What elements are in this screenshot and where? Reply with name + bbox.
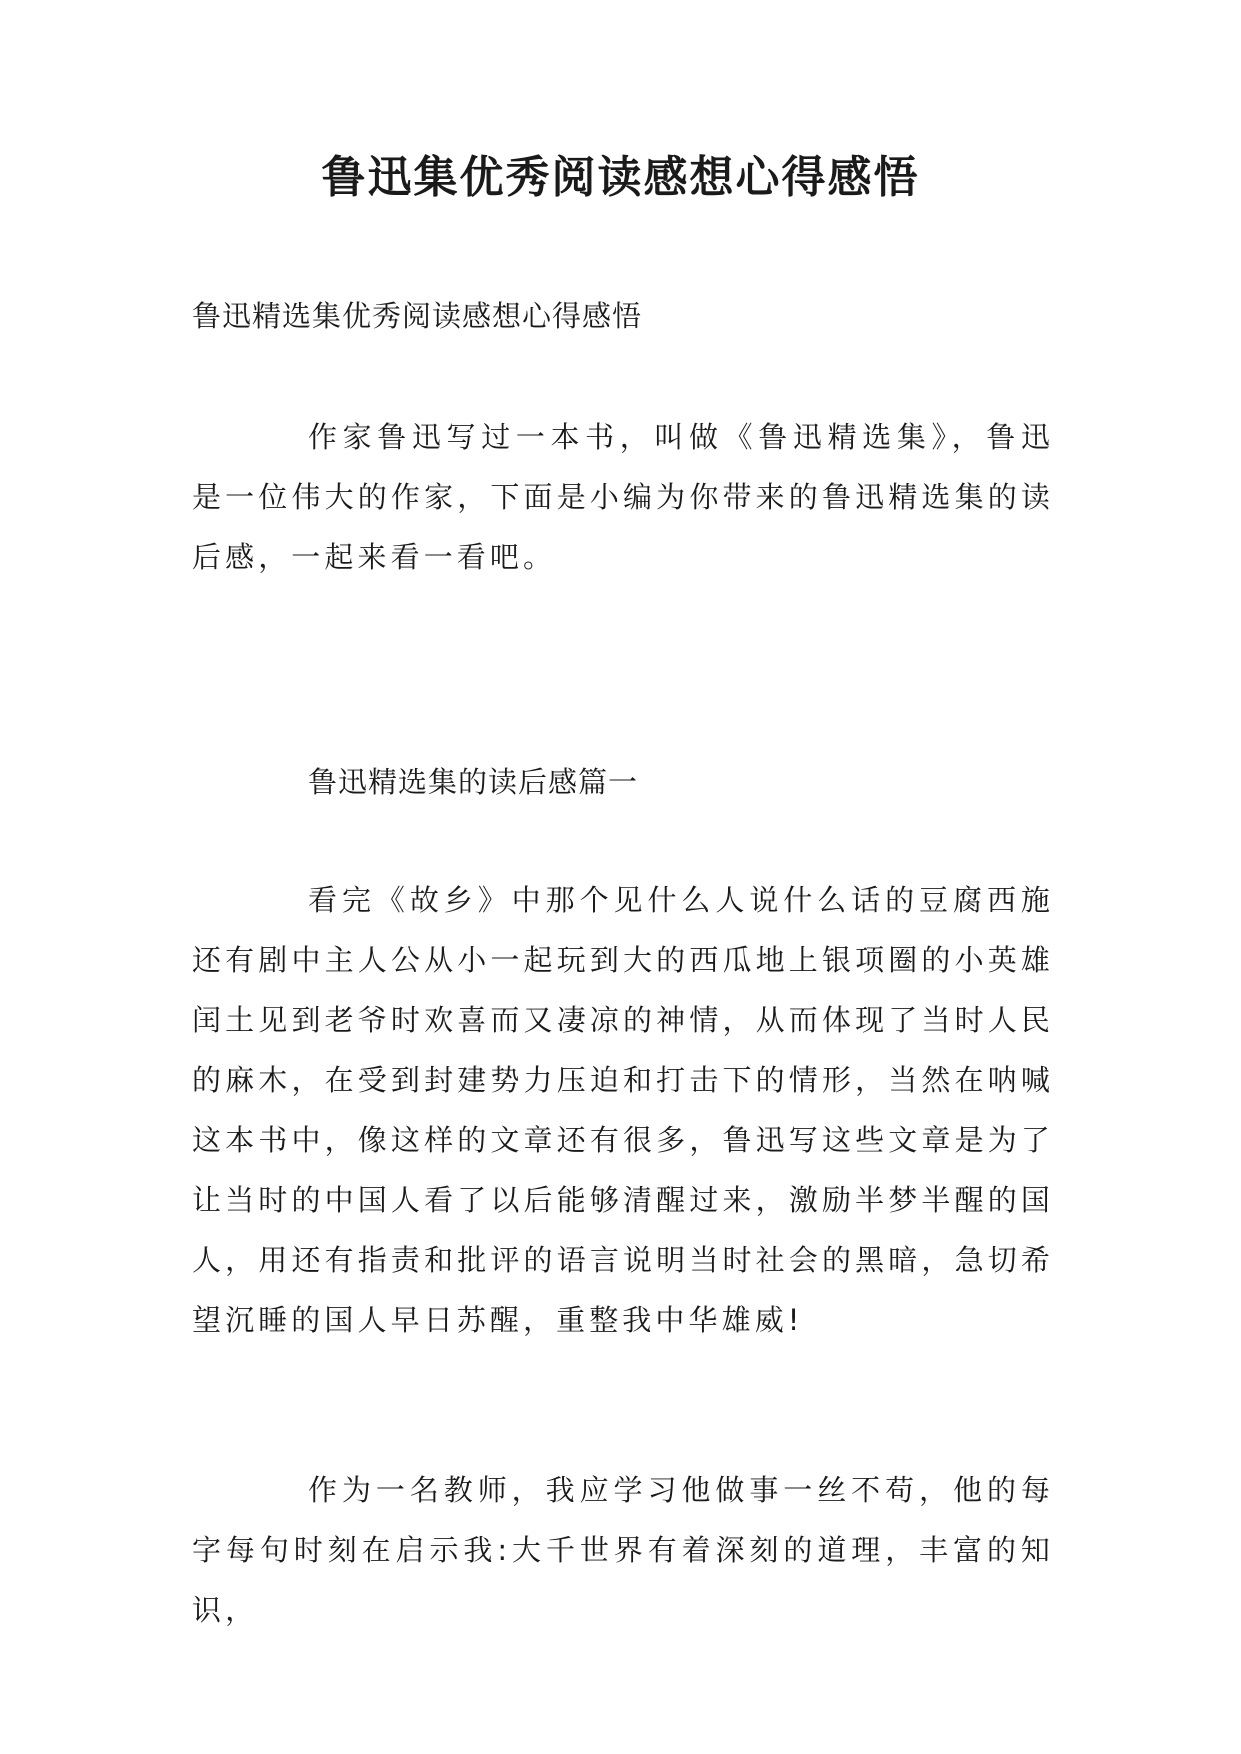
intro-paragraph: 作家鲁迅写过一本书，叫做《鲁迅精选集》，鲁迅是一位伟大的作家，下面是小编为你带来的鲁迅精选集的读后感，一起来看一看吧。 xyxy=(192,420,1054,574)
body-paragraph-2: 作为一名教师，我应学习他做事一丝不苟，他的每字每句时刻在启示我:大千世界有着深刻的道理，丰富的知识， xyxy=(192,1473,1054,1627)
document-subtitle: 鲁迅精选集优秀阅读感想心得感悟 xyxy=(192,299,643,333)
section-heading: 鲁迅精选集的读后感篇一 xyxy=(308,765,639,799)
document-title: 鲁迅集优秀阅读感想心得感悟 xyxy=(321,152,920,203)
body-paragraph-1: 看完《故乡》中那个见什么人说什么话的豆腐西施还有剧中主人公从小一起玩到大的西瓜地上银项圈的小英雄闰土见到老爷时欢喜而又凄凉的神情，从而体现了当时人民的麻木，在受到封建势力压迫和打击下的情形，当然在呐喊这本书中，像这样的文章还有很多，鲁迅写这些文章是为了让当时的中国人看了以后能够清醒过来，激励半梦半醒的国人，用还有指责和批评的语言说明当时社会的黑暗，急切希望沉睡的国人早日苏醒，重整我中华雄威! xyxy=(192,883,1054,1337)
